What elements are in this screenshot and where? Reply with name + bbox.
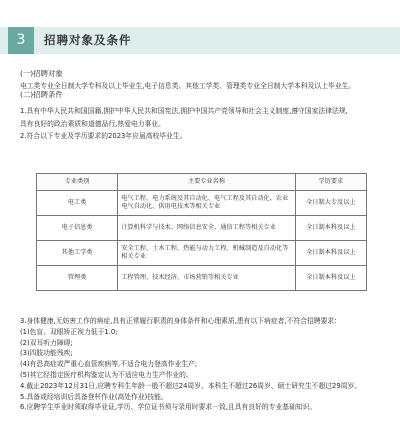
condition-sub-5: (5)其它经指定医疗机构鉴定认为不适应电力生产作业的。: [20, 370, 193, 379]
table-header-majors: 主要专业名称: [118, 174, 296, 191]
condition-item-4: 4.截止2023年12月31日,应聘专科生年龄一般不超过24周岁、本科生不超过26周岁、硕士研究生不超过29周岁。: [20, 381, 362, 390]
table-cell-degree: 全日制本科及以上: [295, 266, 366, 291]
table-header-degree: 学历要求: [295, 174, 366, 191]
recruit-targets-text: 电工类专业全日制大学专科及以上毕业生,电子信息类、其他工学类、管理类专业全日制大学本科及以上毕业生。: [20, 82, 356, 91]
table-cell-degree: 全日制大专及以上: [295, 191, 366, 216]
condition-item-6: 6.应聘学生毕业时须取得毕业证,学历、学位证书须与录用时要求一致,且具有良好的专业基础知识。: [20, 403, 317, 412]
section-number: 3: [8, 27, 34, 54]
table-cell-category: 电子信息类: [37, 216, 118, 241]
recruit-targets-heading: (一)招聘对象: [20, 70, 63, 78]
condition-item-2: 2.符合以下专业及学历要求的2023年应届高校毕业生。: [20, 132, 187, 141]
table-row: [37, 191, 367, 216]
condition-sub-1: (1)色盲、双眼矫正视力低于1.0;: [20, 327, 118, 336]
recruit-info: [20, 70, 388, 140]
table-header-category: 专业类别: [37, 174, 118, 191]
table-row: [37, 266, 367, 291]
condition-item-1-line-2: 具有良好的政治素质和道德品行,热爱电力事业。: [20, 119, 165, 128]
table-cell-category: 管理类: [37, 266, 118, 291]
table-cell-majors: 计算机科学与技术、网络信息安全、通信工程等相关专业: [118, 216, 296, 241]
section-title: 招聘对象及条件: [44, 33, 132, 47]
condition-item-5: 5.具备或经培训后具备登杆作业(高处作业)技能。: [20, 392, 168, 401]
recruit-conditions-heading: (二)招聘条件: [20, 90, 63, 99]
condition-item-3: 3.身体健康,无妨害工作的病症,具有正常履行职责的身体条件和心理素质,患有以下病症者,不符合招聘要求:: [20, 317, 337, 325]
table-cell-majors: 工程管理、技术经济、市场营销等相关专业: [118, 266, 296, 291]
table-cell-degree: 全日制本科及以上: [295, 216, 366, 241]
table-header-row: [37, 174, 367, 191]
condition-item-1-line-1: 1.具有中华人民共和国国籍,拥护中华人民共和国宪法,拥护中国共产党领导和社会主义制度,遵守国家法律法规,: [20, 107, 348, 116]
table-row: [37, 241, 367, 266]
condition-sub-3: (3)四肢功能残疾;: [20, 349, 73, 358]
condition-sub-4: (4)有恐高症或严重心血管疾病等,不适合电力登高作业生产;: [20, 360, 198, 369]
table-cell-majors: 安全工程、土木工程、热能与动力工程、机械制造及自动化等相关专业: [118, 241, 296, 266]
major-requirements-table: [36, 173, 367, 291]
table-cell-category: 电工类: [37, 191, 118, 216]
table-cell-category: 其他工学类: [37, 241, 118, 266]
condition-sub-2: (2)双耳听力障碍;: [20, 338, 73, 347]
table-row: [37, 216, 367, 241]
table-cell-degree: 全日制本科及以上: [295, 241, 366, 266]
table-cell-majors: 电气工程、电力系统及其自动化、电气工程及其自动化、农业电气自动化、供用电技术等相关专业: [118, 191, 296, 216]
health-conditions: [20, 316, 388, 413]
